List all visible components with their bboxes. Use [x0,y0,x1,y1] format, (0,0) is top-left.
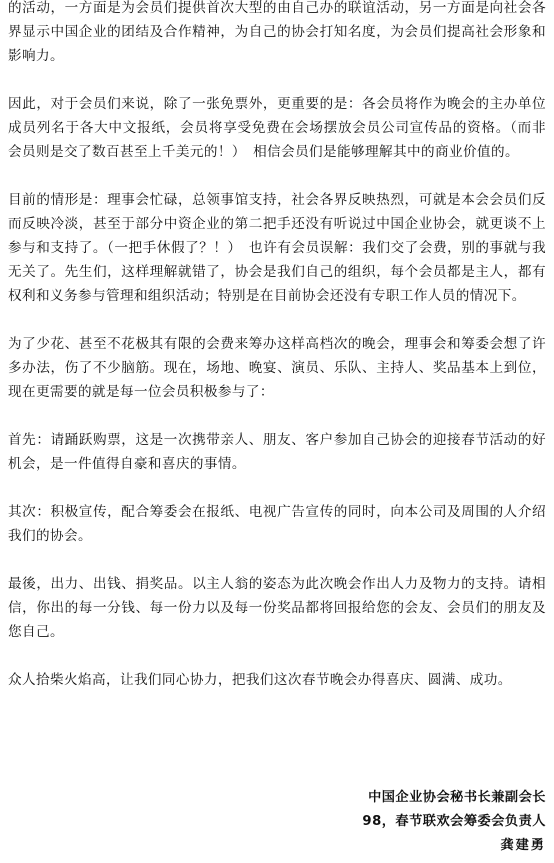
signature-title: 中国企业协会秘书长兼副会长 [368,790,546,805]
signature-name: 龚建勇 [500,838,546,853]
paragraph-closing: 众人拾柴火焰高，让我们同心协力，把我们这次春节晚会办得喜庆、圆满、成功。 [8,672,512,688]
paragraph-finally-contribute: 最後，出力、出钱、捐奖品。以主人翁的姿态为此次晚会作出人力及物力的支持。请相信，你出的每一分钱、每一份力以及每一份奖品都将回报给您的会友、会员们的朋友及您自己。 [8,576,546,640]
signature-role: 98，春节联欢会筹委会负责人 [362,814,546,829]
signature-block [362,786,546,858]
paragraph-second-promote: 其次：积极宣传，配合筹委会在报纸、电视广告宣传的同时，向本公司及周围的人介绍我们的协会。 [8,504,546,544]
paragraph-first-buy-tickets: 首先：请踊跃购票，这是一次携带亲人、朋友、客户参加自己协会的迎接春节活动的好机会，是一件值得自豪和喜庆的事情。 [8,432,546,472]
paragraph-member-benefits: 因此，对于会员们来说，除了一张免票外，更重要的是：各会员将作为晚会的主办单位成员列名于各大中文报纸，会员将享受免费在会场摆放会员公司宣传品的资格。（而非会员则是交了数百甚至上千美元的！） 相信会员们是能够理解其中的商业价值的。 [8,96,546,160]
paragraph-purpose: 的活动，一方面是为会员们提供首次大型的由自己办的联谊活动，另一方面是向社会各界显示中国企业的团结及合作精神，为自己的协会打知名度，为会员们提高社会形象和影响力。 [8,0,546,64]
paragraph-current-situation: 目前的情形是：理事会忙碌，总领事馆支持，社会各界反映热烈，可就是本会会员们反而反映冷淡，甚至于部分中资企业的第二把手还没有听说过中国企业协会，就更谈不上参与和支持了。（一把手休假了？！） 也许有会员误解：我们交了会费，别的事就与我无关了。先生们，这样理解就错了，协会是我们自己的组织，每个会员都是主人，都有权利和义务参与管理和组织活动；特别是在目前协会还没有专职工作人员的情况下。 [8,192,546,304]
paragraph-preparations: 为了少花、甚至不花极其有限的会费来筹办这样高档次的晚会，理事会和筹委会想了许多办法，伤了不少脑筋。现在，场地、晚宴、演员、乐队、主持人、奖品基本上到位，现在更需要的就是每一位会员积极参与了： [8,336,546,400]
